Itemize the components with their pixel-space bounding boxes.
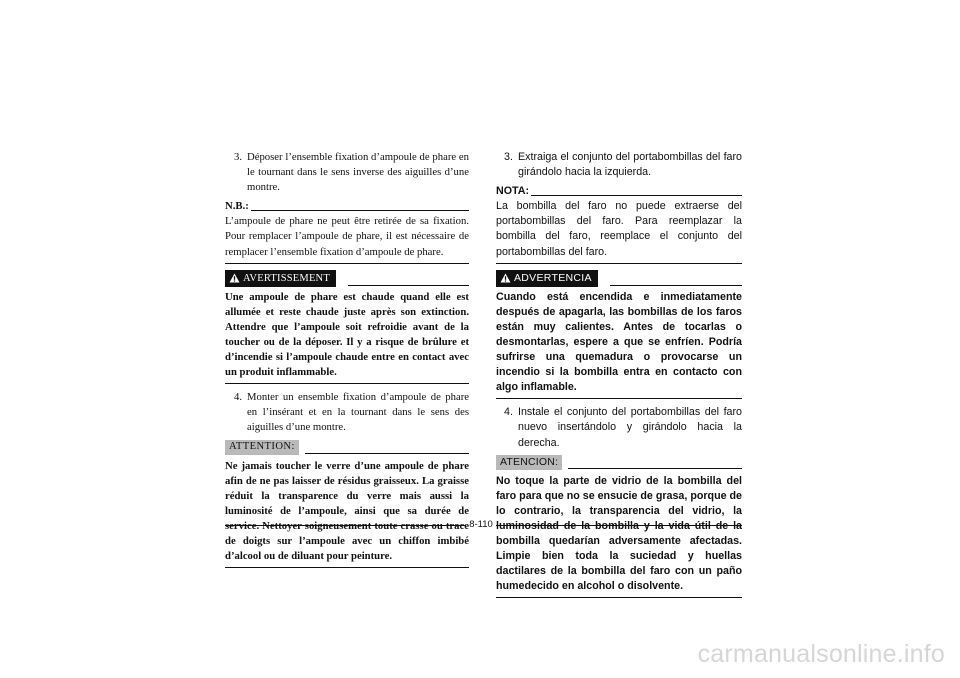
attention-badge: ATENCION: [496, 455, 562, 470]
warning-badge [225, 270, 336, 287]
step-text: Instale el conjunto del portabombillas del faro nuevo insertándolo y girándolo hacia la derecha. [518, 406, 742, 449]
note-label: N.B.: [225, 200, 249, 213]
step-4-es [496, 405, 742, 450]
step-number: 4. [504, 406, 513, 419]
warning-label: AVERTISSEMENT [243, 272, 330, 284]
step-text: Extraiga el conjunto del portabombillas del faro girándolo hacia la izquierda. [518, 151, 742, 179]
note-text-fr: L’ampoule de phare ne peut être retirée de sa fixation. Pour remplacer l’ampoule de phare, il est nécessaire de remplacer l’ensemble fixation d’ampoule de phare. [225, 214, 469, 263]
warning-text-fr: Une ampoule de phare est chaude quand elle est allumée et reste chaude juste après son extinction. Attendre que l’ampoule soit refroidie avant de la toucher ou de la déposer. Il y a risque de brûlure et d’incendie si l’ampoule chaude entre en contact avec un produit inflammable. [225, 290, 469, 385]
step-number: 3. [234, 151, 243, 163]
warning-label: ADVERTENCIA [514, 271, 592, 284]
attention-heading-fr [225, 440, 469, 455]
step-text: Monter un ensemble fixation d’ampoule de phare en l’insérant et en la tournant dans le sens des aiguilles d’une montre. [247, 391, 469, 434]
footer-rule-left [225, 525, 465, 526]
note-label: NOTA: [496, 185, 530, 198]
attention-text-fr: Ne jamais toucher le verre d’une ampoule de phare afin de ne pas laisser de résidus graisseux. La graisse réduit la transparence du verre mais aussi la luminosité de l’ampoule, ainsi que sa durée de service. Nettoyer soigneusement toute crasse ou trace de doigts sur l’ampoule avec un chiffon imbibé d’alcool ou de diluant pour peinture. [225, 459, 469, 569]
spanish-column [496, 150, 742, 598]
note-rule [251, 210, 469, 211]
step-4-fr [225, 390, 469, 435]
warning-triangle-icon [500, 273, 511, 283]
attention-rule [568, 468, 742, 469]
step-text: Déposer l’ensemble fixation d’ampoule de phare en le tournant dans le sens inverse des aiguilles d’une montre. [247, 151, 469, 194]
warning-heading-fr [225, 270, 469, 287]
note-heading-fr [225, 199, 469, 214]
french-column [225, 150, 469, 568]
step-number: 4. [234, 391, 243, 404]
watermark: carmanualsonline.info [697, 640, 945, 668]
attention-heading-es [496, 455, 742, 470]
step-3-es [496, 150, 742, 180]
step-number: 3. [504, 151, 513, 163]
footer-rule-right [496, 525, 742, 526]
warning-badge [496, 270, 598, 287]
attention-text-es: No toque la parte de vidrio de la bombilla del faro para que no se ensucie de grasa, porque de lo contrario, la transparencia del vidrio, la luminosidad de la bombilla y la vida útil de la bombilla quedarían adversamente afectadas. Limpie bien toda la suciedad y huellas dactilares de la bombilla del faro con un paño humedecido en alcohol o disolvente. [496, 474, 742, 599]
note-text-es: La bombilla del faro no puede extraerse del portabombillas del faro. Para reemplazar la bombilla del faro, reemplace el conjunto del portabombillas del faro. [496, 199, 742, 263]
warning-text-es: Cuando está encendida e inmediatamente después de apagarla, las bombillas de los faros están muy calientes. Antes de tocarlas o desmontarlas, espere a que se enfríen. Podría sufrirse una quemadura o provocarse un incendio si la bombilla entra en contacto con algo inflamable. [496, 290, 742, 400]
warning-rule [348, 285, 469, 286]
warning-triangle-icon [229, 273, 240, 283]
page-number: 8-110 [469, 519, 493, 530]
note-heading-es [496, 184, 742, 199]
warning-heading-es [496, 270, 742, 287]
step-3-fr [225, 150, 469, 195]
attention-rule [305, 453, 469, 454]
attention-badge: ATTENTION: [225, 440, 299, 455]
note-rule [531, 195, 742, 196]
warning-rule [610, 285, 742, 286]
